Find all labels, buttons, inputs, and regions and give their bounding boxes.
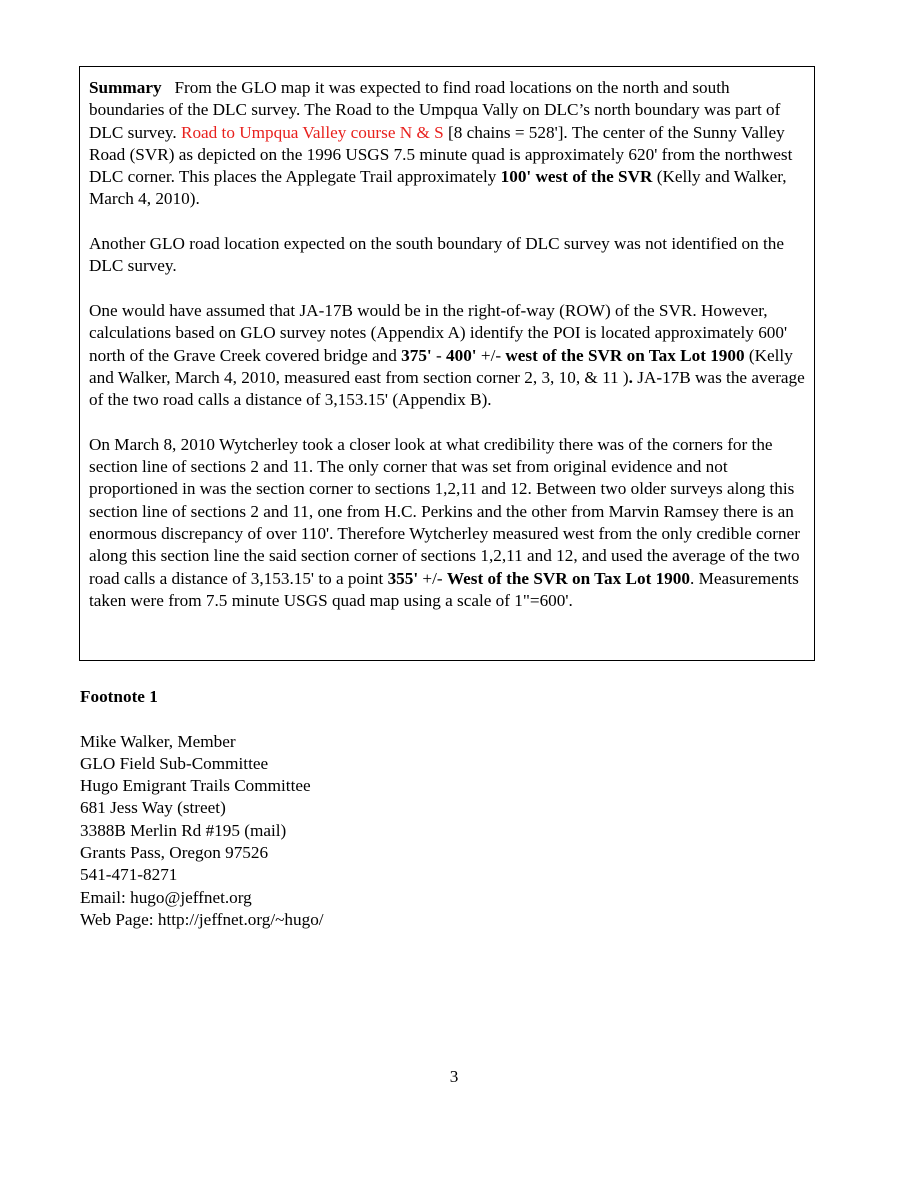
row-text-b: - (431, 345, 447, 365)
row-bold-b: 400' (446, 345, 477, 365)
footnote-title: Footnote 1 (80, 687, 158, 706)
row-bold-c: west of the SVR on Tax Lot 1900 (505, 345, 745, 365)
wytcherley-text-b: +/- (418, 568, 447, 588)
wytcherley-bold-a: 355' (387, 568, 419, 588)
contact-city: Grants Pass, Oregon 97526 (80, 843, 269, 863)
contact-phone: 541-471-8271 (80, 865, 178, 885)
red-road-course-text: Road to Umpqua Valley course N & S (180, 122, 444, 142)
row-bold-d: . (628, 367, 633, 387)
contact-organization: Hugo Emigrant Trails Committee (80, 776, 311, 796)
wytcherley-bold-b: West of the SVR on Tax Lot 1900 (446, 568, 690, 588)
summary-text-b: [8 chains = 528']. The center of the Sunny Valley Road (SVR) as depicted on the 1996 USGS 7.5 minute quad is approximately 620' from the northwest DLC corner. This places the Applegate Trail approximately (89, 122, 793, 187)
summary-box (79, 66, 815, 661)
contact-web-page: Web Page: http://jeffnet.org/~hugo/ (80, 909, 324, 929)
row-paragraph (89, 300, 805, 411)
row-bold-a: 375' (401, 345, 432, 365)
footnote-section (80, 686, 780, 931)
south-boundary-paragraph: Another GLO road location expected on the south boundary of DLC survey was not identified on the DLC survey. (89, 234, 784, 276)
contact-street-address: 681 Jess Way (street) (80, 798, 226, 818)
summary-text-a: From the GLO map it was expected to find road locations on the north and south boundaries of the DLC survey. The Road to the Umpqua Vally on DLC’s north boundary was part of DLC survey. (89, 78, 781, 142)
summary-text-c: (Kelly and Walker, March 4, 2010). (89, 167, 787, 209)
row-text-d: (Kelly and Walker, March 4, 2010, measured east from section corner 2, 3, 10, & 11 ) (89, 345, 793, 387)
contact-committee: GLO Field Sub-Committee (80, 753, 269, 773)
summary-paragraph (89, 77, 805, 211)
page-number: 3 (449, 1067, 459, 1086)
contact-mail-address: 3388B Merlin Rd #195 (mail) (80, 820, 287, 840)
contact-email: Email: hugo@jeffnet.org (80, 887, 252, 907)
wytcherley-paragraph (89, 434, 805, 612)
row-text-c: +/- (476, 345, 506, 365)
summary-bold-distance: 100' west of the SVR (500, 167, 653, 187)
row-text-e: JA-17B was the average of the two road calls a distance of 3,153.15' (Appendix B). (89, 367, 805, 410)
wytcherley-text-c: . Measurements taken were from 7.5 minute USGS quad map using a scale of 1"=600'. (89, 568, 799, 610)
row-text-a: One would have assumed that JA-17B would be in the right-of-way (ROW) of the SVR. However, calculations based on GLO survey notes (Appendix A) identify the POI is located approximately 600' north of the Grave Creek covered bridge and (89, 300, 788, 365)
contact-name: Mike Walker, Member (80, 731, 236, 751)
summary-label: Summary (89, 78, 162, 97)
contact-block (80, 731, 780, 932)
wytcherley-text-a: On March 8, 2010 Wytcherley took a closer look at what credibility there was of the corners for the section line of sections 2 and 11. The only corner that was set from original evidence and not proportioned in was the section corner to sections 1,2,11 and 12. Between two older surveys along this section line of sections 2 and 11, one from H.C. Perkins and the other from Marvin Ramsey there is an enormous discrepancy of over 110'. Therefore Wytcherley measured west from the only credible corner along this section line the said section corner of sections 1,2,11 and 12, and used the average of the two road calls a distance of 3,153.15' to a point (89, 434, 800, 588)
